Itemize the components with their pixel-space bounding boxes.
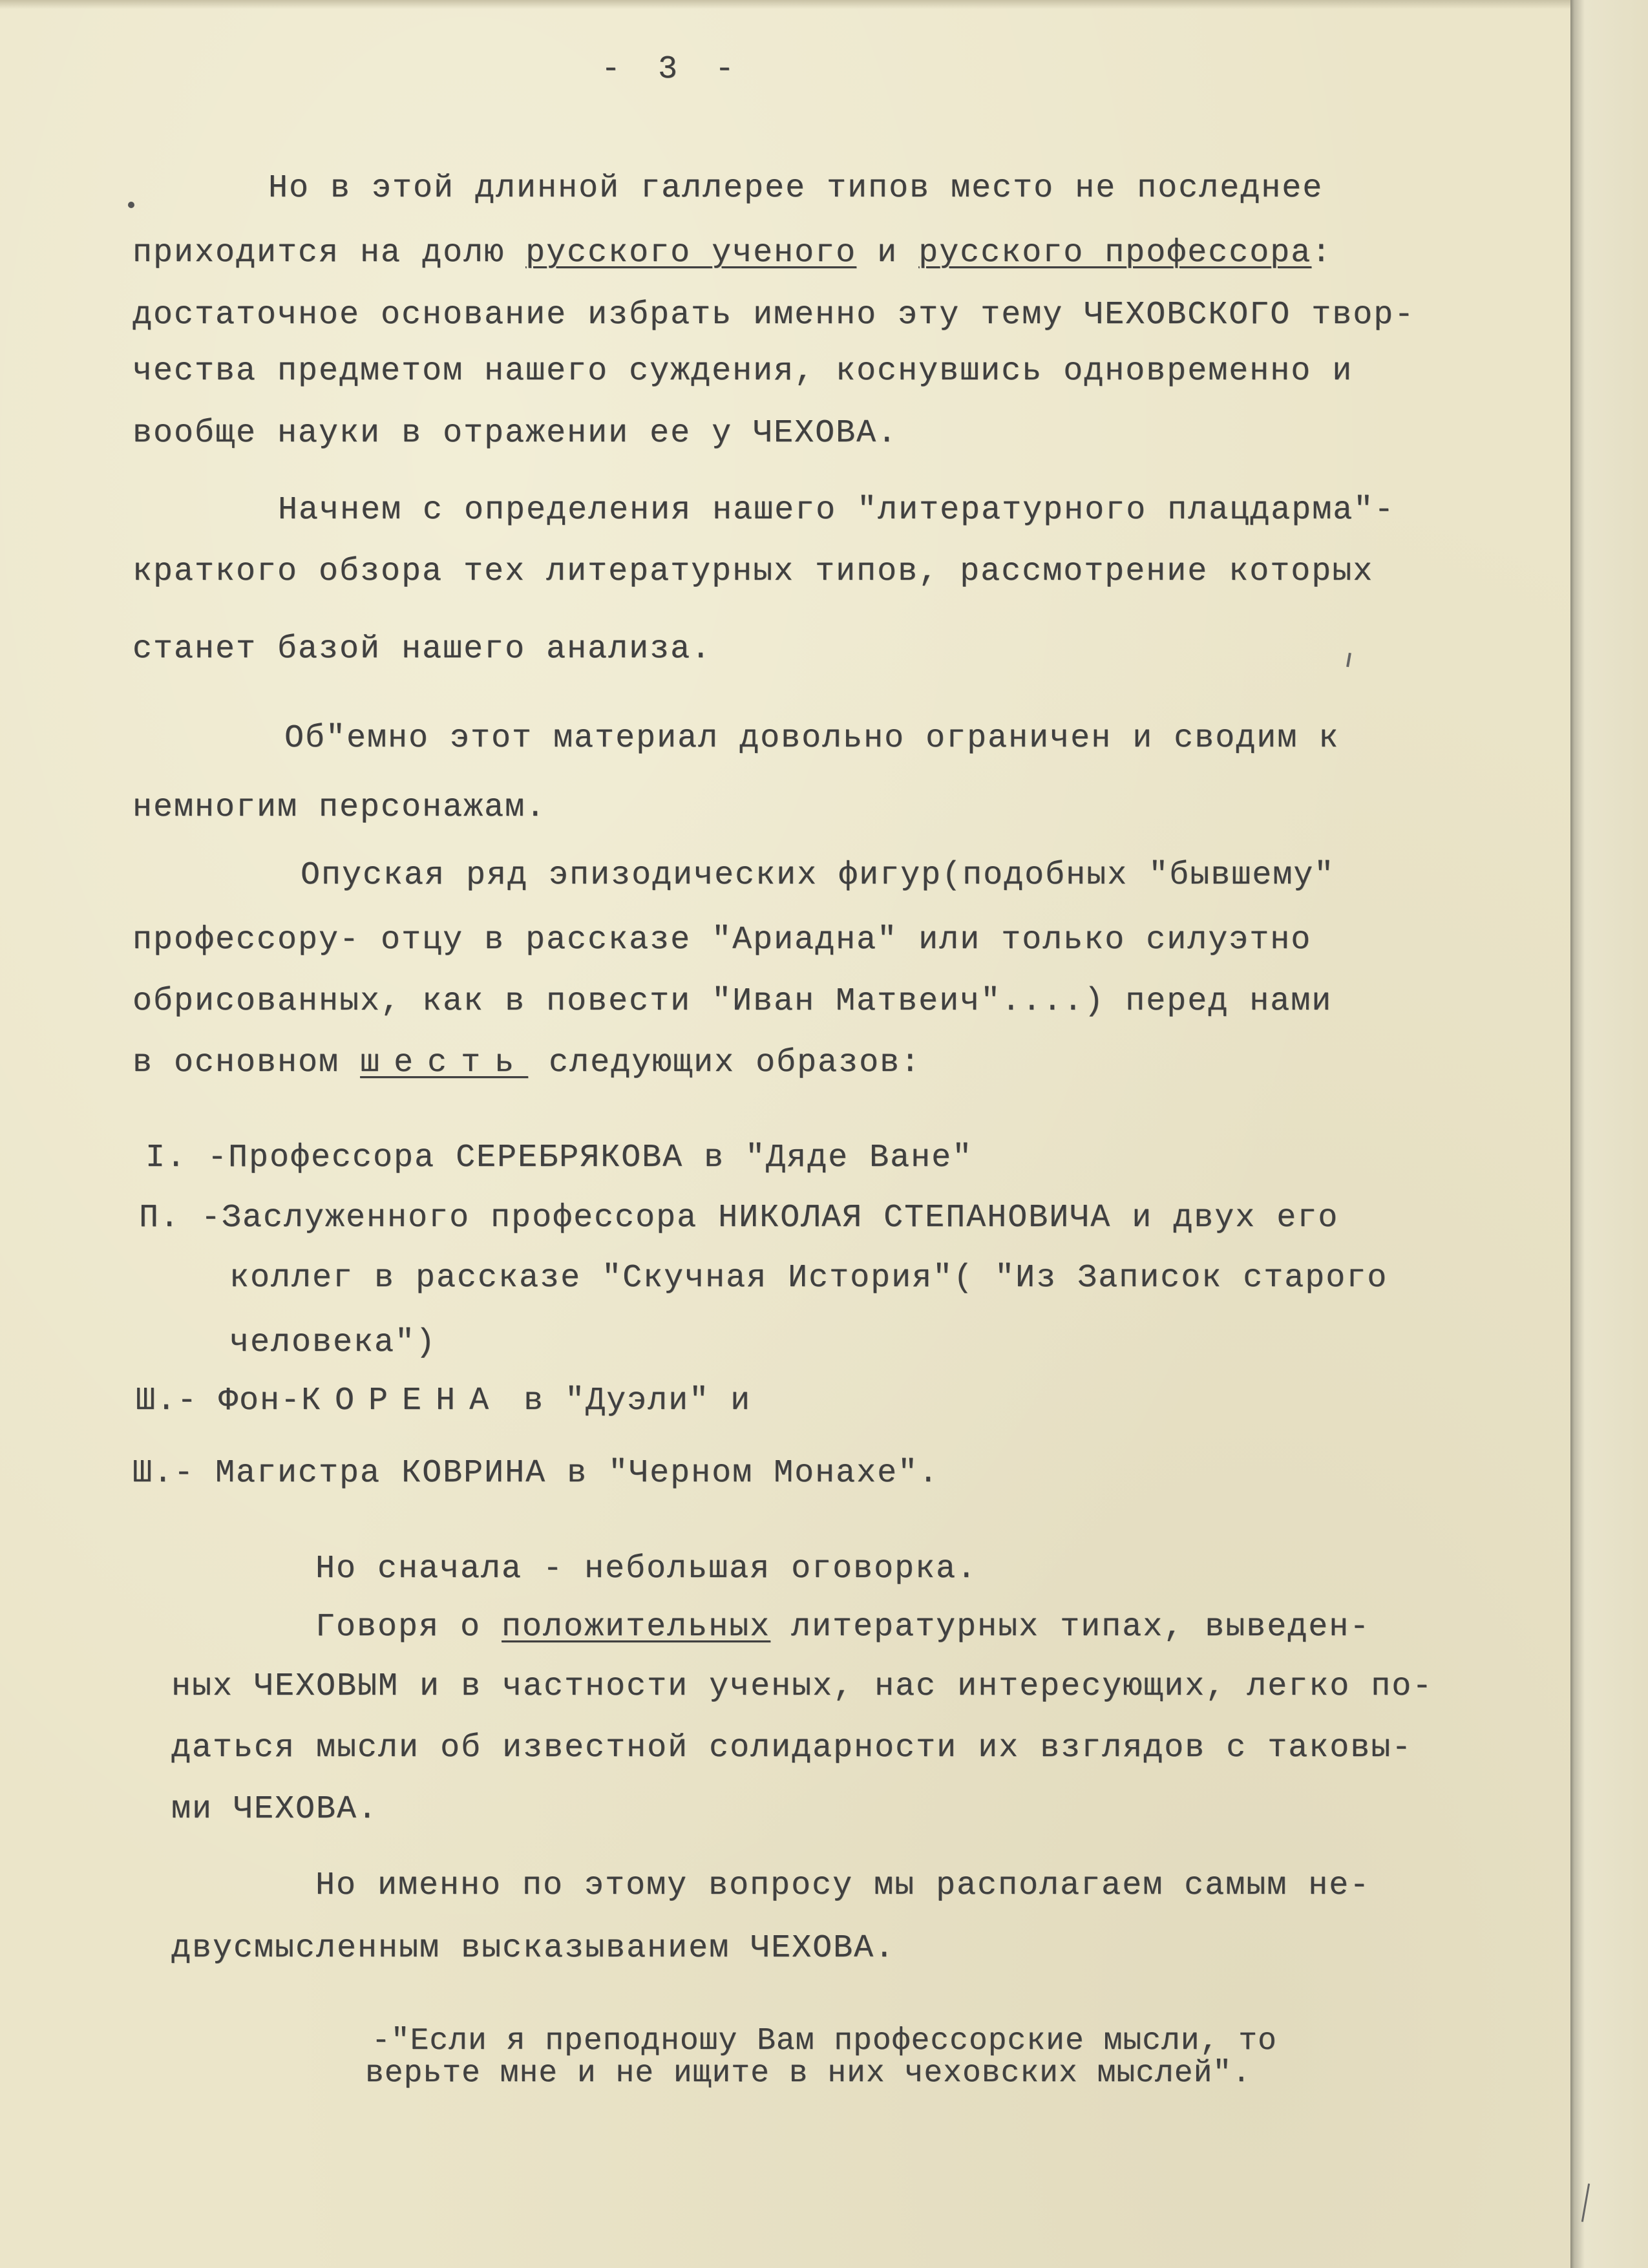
paragraph-2-line-3: станет базой нашего анализа. [132, 631, 712, 668]
text-run: Ш.- Фон- [136, 1383, 302, 1419]
spaced-name-korena: КОРЕНА [301, 1383, 503, 1419]
paragraph-5: Но сначала - небольшая оговорка. [315, 1551, 978, 1587]
underlined-phrase-russian-professor: русского профессора [918, 235, 1312, 271]
paragraph-6-line-4: ми ЧЕХОВА. [171, 1791, 379, 1828]
quote-line-1: -"Если я преподношу Вам профессорские мысли, то [372, 2024, 1277, 2059]
page-number: - 3 - [601, 51, 744, 88]
paragraph-6-line-3: даться мысли об известной солидарности их взглядов с таковы- [171, 1730, 1413, 1766]
paragraph-1-line-3: достаточное основание избрать именно эту тему ЧЕХОВСКОГО твор- [132, 297, 1415, 334]
pencil-mark [1346, 653, 1351, 667]
list-item-1: I. -Профессора СЕРЕБРЯКОВА в "Дяде Ване" [145, 1139, 973, 1176]
text-run: следующих образов: [528, 1044, 922, 1081]
paragraph-4-line-2: профессору- отцу в рассказе "Ариадна" или только силуэтно [132, 922, 1312, 959]
paragraph-4-line-3: обрисованных, как в повести "Иван Матвеич"....) перед нами [132, 983, 1333, 1020]
text-run: Говоря о [315, 1609, 502, 1646]
text-run: литературных типах, выведен- [770, 1609, 1371, 1646]
text-run: : [1311, 235, 1333, 271]
text-run: и [856, 235, 919, 271]
margin-dot [128, 202, 134, 208]
quote-line-2: верьте мне и не ищите в них чеховских мыслей". [365, 2056, 1252, 2091]
paragraph-7-line-1: Но именно по этому вопросу мы располагаем самым не- [315, 1867, 1371, 1904]
paragraph-3-line-1: Об"емно этот материал довольно ограничен и сводим к [284, 720, 1340, 757]
paragraph-4-line-4 [132, 1044, 921, 1083]
text-run: в "Дуэли" и [503, 1383, 752, 1419]
paragraph-6-line-2: ных ЧЕХОВЫМ и в частности ученых, нас интересующих, легко по- [171, 1668, 1433, 1705]
paragraph-7-line-2: двусмысленным высказыванием ЧЕХОВА. [171, 1930, 896, 1967]
paragraph-3-line-2: немногим персонажам. [132, 789, 547, 826]
underlined-word-six: шесть [360, 1044, 529, 1081]
paragraph-4-line-1: Опуская ряд эпизодических фигур(подобных "бывшему" [301, 857, 1335, 894]
paragraph-1-line-1: Но в этой длинной галлерее типов место не последнее [268, 170, 1324, 207]
list-item-2-line-1: П. -Заслуженного профессора НИКОЛАЯ СТЕПАНОВИЧА и двух его [139, 1200, 1339, 1236]
underlined-phrase-russian-scientist: русского ученого [525, 235, 857, 271]
underlined-word-positive: положительных [502, 1609, 771, 1646]
paragraph-1-line-4: чества предметом нашего суждения, коснувшись одновременно и [132, 353, 1353, 390]
paper-edge [1570, 0, 1648, 2268]
paragraph-1-line-2 [132, 234, 1332, 273]
text-run: приходится на долю [132, 235, 526, 271]
list-item-3 [136, 1382, 751, 1421]
text-run: в основном [132, 1044, 361, 1081]
paragraph-1-line-5: вообще науки в отражении ее у ЧЕХОВА. [132, 415, 898, 452]
paragraph-2-line-1: Начнем с определения нашего "литературного плацдарма"- [278, 492, 1395, 529]
paragraph-2-line-2: краткого обзора тех литературных типов, рассмотрение которых [132, 553, 1374, 590]
list-item-4: Ш.- Магистра КОВРИНА в "Черном Монахе". [132, 1455, 940, 1492]
paragraph-6-line-1 [315, 1608, 1370, 1647]
list-item-2-line-2: коллег в рассказе "Скучная История"( "Из Записок старого [229, 1260, 1388, 1297]
list-item-2-line-3: человека") [229, 1324, 437, 1361]
